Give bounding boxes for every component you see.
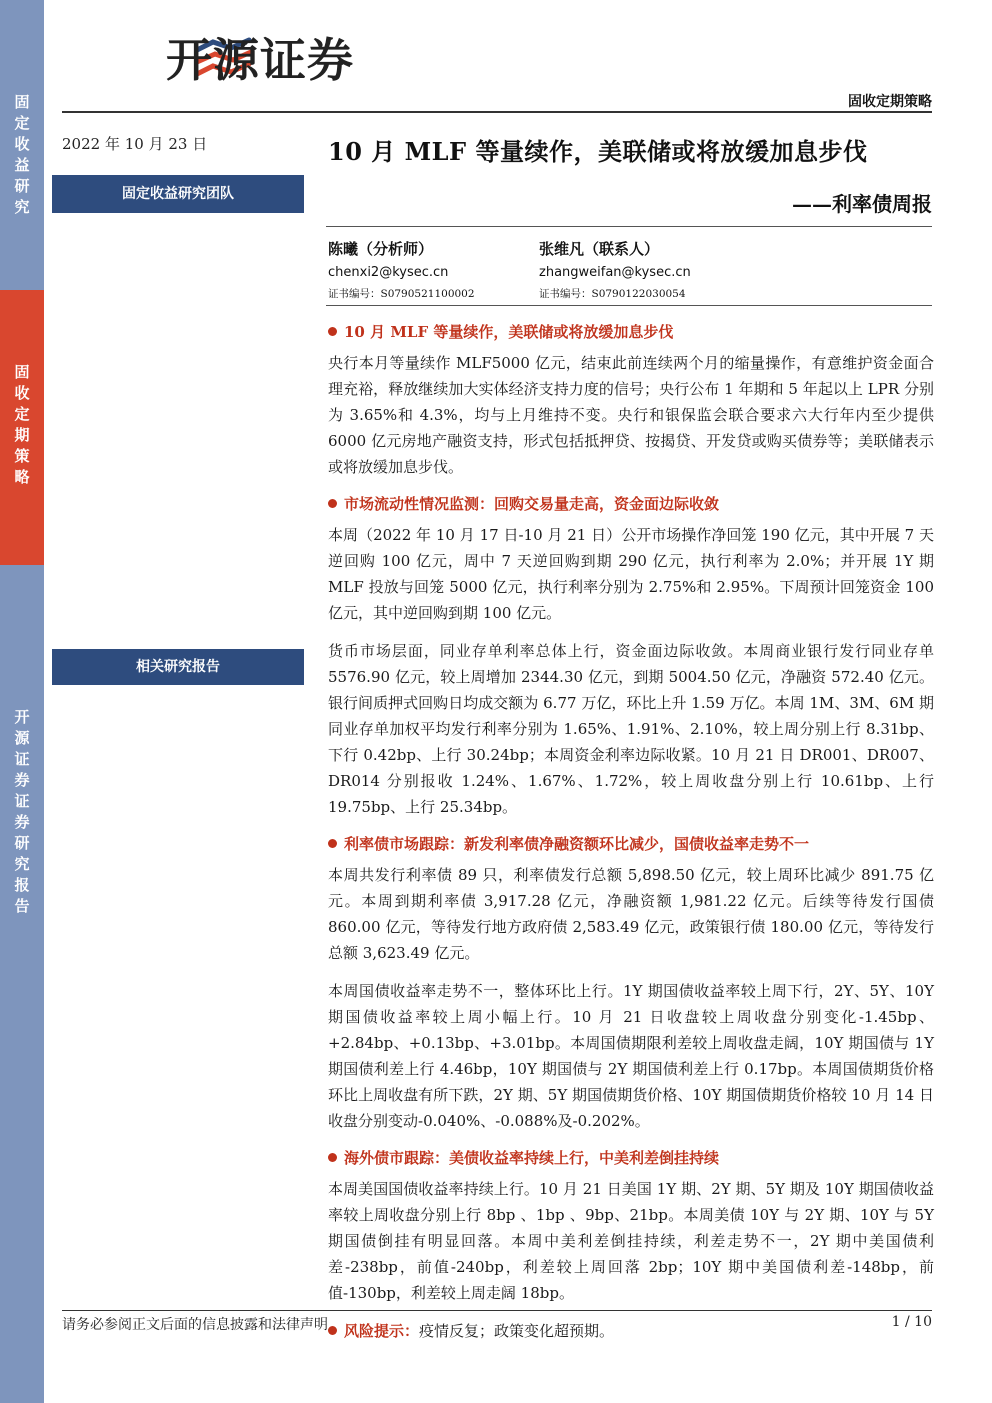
- team-banner: 固定收益研究团队: [52, 175, 304, 213]
- report-body: [328, 320, 934, 1344]
- related-reports-banner[interactable]: 相关研究报告: [52, 649, 304, 685]
- section-paragraph: 央行本月等量续作 MLF5000 亿元，结束此前连续两个月的缩量操作，有意维护资金面合理充裕，释放继续加大实体经济支持力度的信号；央行公布 1 年期和 5 年起以上 LPR 分别为 3.65%和 4.3%，均与上月维持不变。央行和银保监会联合要求六大行年内至少提供 6000 亿元房地产融资支持，形式包括抵押贷、按揭贷、开发贷或购买债券等；美联储表示或将放缓加息步伐。: [328, 354, 934, 476]
- section-heading: [328, 1146, 934, 1170]
- footer-disclaimer: 请务必参阅正文后面的信息披露和法律声明: [62, 1317, 328, 1333]
- report-subtitle: ——利率债周报: [792, 192, 932, 216]
- author-cert: 证书编号：S0790122030054: [539, 288, 686, 300]
- section-paragraph: 本周（2022 年 10 月 17 日-10 月 21 日）公开市场操作净回笼 190 亿元，其中开展 7 天逆回购 100 亿元，周中 7 天逆回购到期 290 亿元，执行利率为 2.0%；并开展 1Y 期 MLF 投放与回笼 5000 亿元，执行利率分别为 2.75%和 2.95%。下周预计回笼资金 100 亿元，其中逆回购到期 100 亿元。: [328, 526, 934, 622]
- report-date: 2022 年 10 月 23 日: [62, 135, 208, 153]
- author-email[interactable]: zhangweifan@kysec.cn: [539, 265, 691, 280]
- risk-text: 疫情反复；政策变化超预期。: [419, 1322, 615, 1340]
- sidebar-label-mid: 固收定期策略: [14, 363, 30, 486]
- author-card: [328, 238, 475, 301]
- bullet-icon: [328, 499, 337, 508]
- section-heading-text: 海外债市跟踪：美债收益率持续上行，中美利差倒挂持续: [344, 1149, 720, 1167]
- page-number: 1 / 10: [891, 1314, 932, 1330]
- sidebar-band-bottom: [0, 565, 44, 1403]
- footer-divider: [62, 1310, 932, 1311]
- author-card: [539, 238, 691, 301]
- title-divider: [326, 226, 932, 227]
- brand-name: 开源证券: [166, 33, 354, 87]
- sidebar-band-mid: [0, 290, 44, 565]
- bullet-icon: [328, 1153, 337, 1162]
- risk-note: [328, 1318, 934, 1344]
- sidebar-label-top: 固定收益研究: [14, 93, 30, 216]
- sidebar-band-top: [0, 0, 44, 290]
- author-cert: 证书编号：S0790521100002: [328, 288, 475, 300]
- report-title: 10 月 MLF 等量续作，美联储或将放缓加息步伐: [328, 137, 868, 166]
- section-paragraph: 本周国债收益率走势不一，整体环比上行。1Y 期国债收益率较上周下行，2Y、5Y、10Y 期国债收益率较上周小幅上行。10 月 21 日收盘较上周收盘分别变化-1.45bp、+2.84bp、+0.13bp、+3.01bp。本周国债期限利差较上周收盘走阔，10Y 期国债与 1Y 期国债利差上行 4.46bp，10Y 期国债与 2Y 期国债利差上行 0.17bp。本周国债期货价格环比上周收盘有所下跌，2Y 期、5Y 期国债期货价格、10Y 期国债期货价格较 10 月 14 日收盘分别变动-0.040%、-0.088%及-0.202%。: [328, 982, 934, 1130]
- author-email[interactable]: chenxi2@kysec.cn: [328, 265, 449, 280]
- section-heading: [328, 492, 934, 516]
- author-divider: [326, 305, 932, 306]
- report-category: 固收定期策略: [848, 94, 932, 110]
- section-paragraph: 本周美国国债收益率持续上行。10 月 21 日美国 1Y 期、2Y 期、5Y 期及 10Y 期国债收益率较上周收盘分别上行 8bp 、1bp 、9bp、21bp。本周美债 10Y 与 2Y 期、10Y 与 5Y 期国债倒挂有明显回落。本周中美利差倒挂持续，利差走势不一，2Y 期中美国债利差-238bp，前值-240bp，利差较上周回落 2bp；10Y 期中美国债利差-148bp，前值-130bp，利差较上周走阔 18bp。: [328, 1180, 934, 1302]
- bullet-icon: [328, 1326, 337, 1335]
- section-heading: [328, 832, 934, 856]
- section-paragraph: 货币市场层面，同业存单利率总体上行，资金面边际收敛。本周商业银行发行同业存单 5576.90 亿元，较上周增加 2344.30 亿元，到期 5004.50 亿元，净融资 572.40 亿元。银行间质押式回购日均成交额为 6.77 万亿，环比上升 1.59 万亿。本周 1M、3M、6M 期同业存单加权平均发行利率分别为 1.65%、1.91%、2.10%，较上周分别上行 8.31bp、下行 0.42bp、上行 30.24bp；本周资金利率边际收紧。10 月 21 日 DR001、DR007、DR014 分别报收 1.24%、1.67%、1.72%，较上周收盘分别上行 10.61bp、上行 19.75bp、上行 25.34bp。: [328, 642, 934, 816]
- bullet-icon: [328, 839, 337, 848]
- header-divider: [62, 111, 932, 113]
- sidebar-label-bottom: 开源证券 证券研究报告: [14, 708, 30, 915]
- section-heading-text: 10 月 MLF 等量续作，美联储或将放缓加息步伐: [344, 323, 674, 341]
- author-name: 陈曦（分析师）: [328, 240, 434, 258]
- author-name: 张维凡（联系人）: [539, 240, 660, 258]
- bullet-icon: [328, 327, 337, 336]
- section-paragraph: 本周共发行利率债 89 只，利率债发行总额 5,898.50 亿元，较上周环比减少 891.75 亿元。本周到期利率债 3,917.28 亿元，净融资额 1,981.22 亿元。后续等待发行国债 860.00 亿元，等待发行地方政府债 2,583.49 亿元，政策银行债 180.00 亿元，等待发行总额 3,623.49 亿元。: [328, 866, 934, 962]
- section-heading: [328, 320, 934, 344]
- section-heading-text: 利率债市场跟踪：新发利率债净融资额环比减少，国债收益率走势不一: [344, 835, 810, 853]
- section-heading-text: 市场流动性情况监测：回购交易量走高，资金面边际收敛: [344, 495, 720, 513]
- risk-label: 风险提示：: [344, 1322, 420, 1340]
